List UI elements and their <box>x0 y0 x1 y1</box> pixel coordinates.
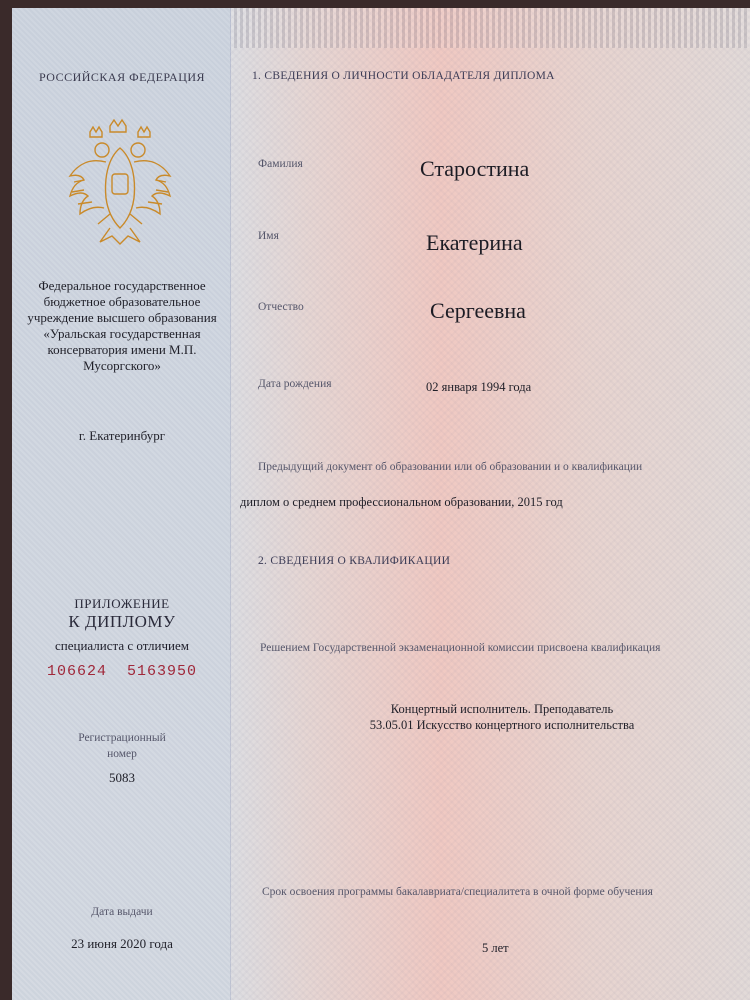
patronymic-value: Сергеевна <box>430 298 526 323</box>
qualification-line2: 53.05.01 Искусство концертного исполнительства <box>369 718 635 732</box>
previous-document-value: диплом о среднем профессиональном образовании, 2015 год <box>240 495 563 509</box>
specialist-with-honors: специалиста с отличием <box>54 638 189 653</box>
study-term-label: Срок освоения программы бакалавриата/специалитета в очной форме обучения <box>262 886 653 898</box>
patronymic-label: Отчество <box>258 301 304 313</box>
name-label: Имя <box>258 230 279 242</box>
left-column <box>12 8 231 1000</box>
supplement-title-line2: К ДИПЛОМУ <box>68 612 176 631</box>
study-term-value: 5 лет <box>482 941 509 955</box>
surname-label: Фамилия <box>258 158 303 170</box>
country-name: РОССИЙСКАЯ ФЕДЕРАЦИЯ <box>38 70 206 84</box>
date-of-birth-value: 02 января 1994 года <box>426 380 532 394</box>
supplement-title-line1: ПРИЛОЖЕНИЕ <box>74 596 170 611</box>
name-value: Екатерина <box>426 230 523 255</box>
issue-date: 23 июня 2020 года <box>71 936 173 951</box>
date-of-birth-label: Дата рождения <box>258 378 332 390</box>
russian-coat-of-arms-icon <box>60 118 180 248</box>
section-qualification-title: 2. СВЕДЕНИЯ О КВАЛИФИКАЦИИ <box>258 555 451 567</box>
serial-number: 106624 5163950 <box>46 663 198 680</box>
city-name: г. Екатеринбург <box>78 428 166 443</box>
institution-name: Федеральное государственное бюджетное образовательное учреждение высшего образования «Уральская государственная консерватория имени М.П. Мусоргского» <box>27 278 217 373</box>
section-personal-info-title: 1. СВЕДЕНИЯ О ЛИЧНОСТИ ОБЛАДАТЕЛЯ ДИПЛОМА <box>252 70 555 82</box>
previous-document-label: Предыдущий документ об образовании или об образовании и о квалификации <box>258 461 643 473</box>
surname-value: Старостина <box>420 156 530 181</box>
qualification-label: Решением Государственной экзаменационной комиссии присвоена квалификация <box>260 642 661 654</box>
issue-date-label: Дата выдачи <box>91 906 153 918</box>
registration-number: 5083 <box>109 770 135 785</box>
diploma-supplement-page <box>12 8 750 1000</box>
registration-label: Регистрационный номер <box>78 732 166 760</box>
qualification-line1: Концертный исполнитель. Преподаватель <box>390 702 614 716</box>
